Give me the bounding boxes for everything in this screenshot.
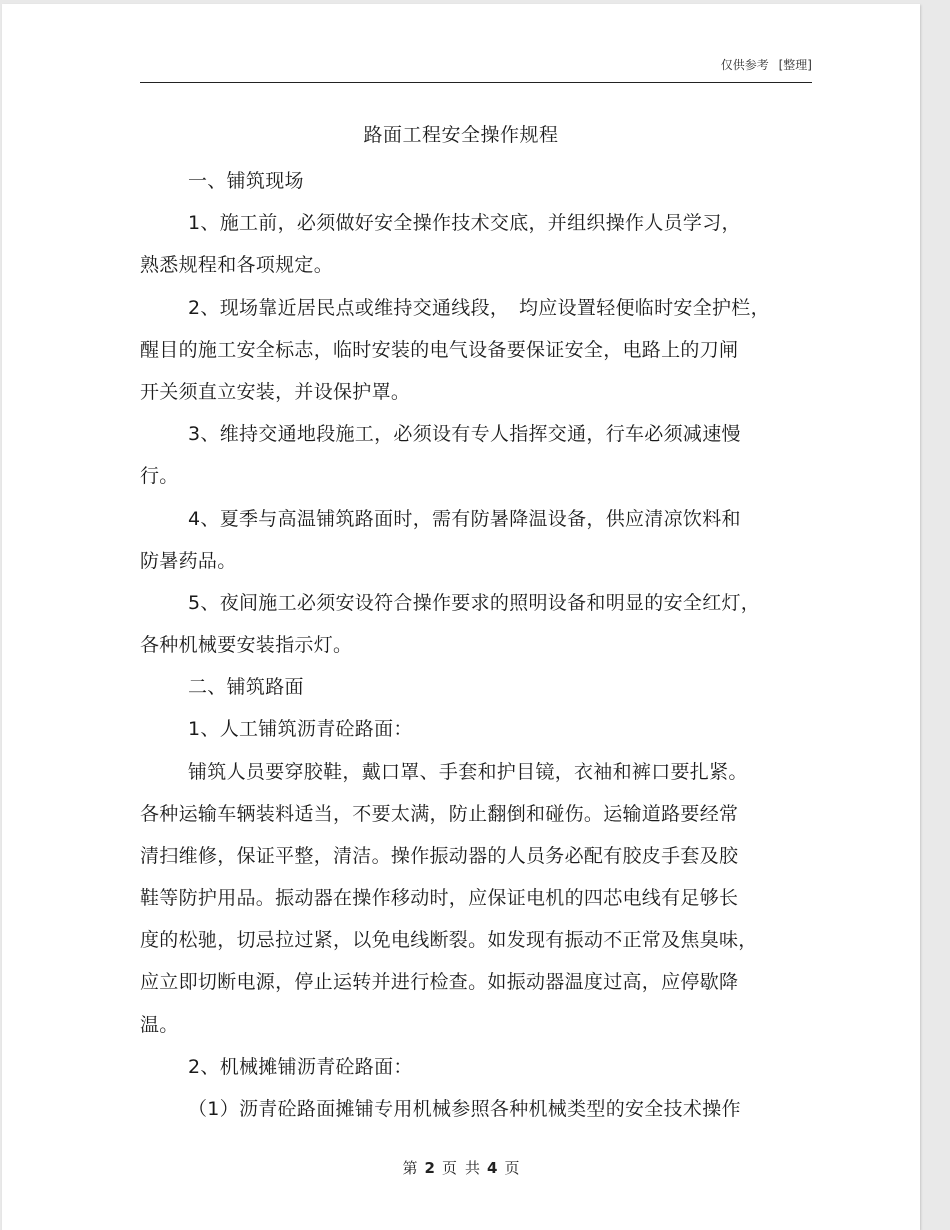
footer-page-number: 2 xyxy=(424,1159,435,1177)
paragraph-line: 行。 xyxy=(140,465,179,487)
paragraph-line: （1）沥青砼路面摊铺专用机械参照各种机械类型的安全技术操作 xyxy=(188,1098,741,1120)
header-tag: [整理] xyxy=(778,58,812,72)
paragraph-line: 4、夏季与高温铺筑路面时，需有防暑降温设备，供应清凉饮料和 xyxy=(188,508,741,530)
footer-total-prefix: 共 xyxy=(465,1159,481,1177)
paragraph-line: 开关须直立安装，并设保护罩。 xyxy=(140,381,411,403)
paragraph-line: 3、维持交通地段施工，必须设有专人指挥交通，行车必须减速慢 xyxy=(188,423,741,445)
paragraph-line: 防暑药品。 xyxy=(140,550,237,572)
footer-total-pages: 4 xyxy=(487,1159,498,1177)
paragraph-line: 1、人工铺筑沥青砼路面： xyxy=(188,718,413,740)
section-heading: 一、铺筑现场 xyxy=(188,170,304,192)
section-heading: 二、铺筑路面 xyxy=(188,676,304,698)
paragraph-line: 1、施工前，必须做好安全操作技术交底，并组织操作人员学习， xyxy=(188,212,741,234)
document-page xyxy=(2,4,920,1230)
document-title: 路面工程安全操作规程 xyxy=(363,124,559,146)
paragraph-line: 温。 xyxy=(140,1014,179,1036)
paragraph-line: 熟悉规程和各项规定。 xyxy=(140,254,334,276)
paragraph-line: 铺筑人员要穿胶鞋，戴口罩、手套和护目镜，衣袖和裤口要扎紧。 xyxy=(188,761,748,783)
footer-total-unit: 页 xyxy=(504,1159,520,1177)
paragraph-line: 2、机械摊铺沥青砼路面： xyxy=(188,1056,413,1078)
page-footer xyxy=(2,1157,920,1178)
paragraph-line: 应立即切断电源，停止运转并进行检查。如振动器温度过高，应停歇降 xyxy=(140,971,739,993)
paragraph-line: 度的松驰，切忌拉过紧，以免电线断裂。如发现有振动不正常及焦臭味， xyxy=(140,929,758,951)
paragraph-line: 2、现场靠近居民点或维持交通线段， 均应设置轻便临时安全护栏， xyxy=(188,297,770,319)
paragraph-line: 各种运输车辆装料适当，不要太满，防止翻倒和碰伤。运输道路要经常 xyxy=(140,803,739,825)
footer-prefix: 第 xyxy=(402,1159,418,1177)
footer-page-unit: 页 xyxy=(441,1159,457,1177)
paragraph-line: 各种机械要安装指示灯。 xyxy=(140,634,353,656)
paragraph-line: 5、夜间施工必须安设符合操作要求的照明设备和明显的安全红灯， xyxy=(188,592,761,614)
header-note: 仅供参考 xyxy=(720,58,769,72)
paragraph-line: 醒目的施工安全标志，临时安装的电气设备要保证安全，电路上的刀闸 xyxy=(140,339,739,361)
page-header xyxy=(140,56,812,83)
paragraph-line: 鞋等防护用品。振动器在操作移动时，应保证电机的四芯电线有足够长 xyxy=(140,887,739,909)
paragraph-line: 清扫维修，保证平整，清洁。操作振动器的人员务必配有胶皮手套及胶 xyxy=(140,845,739,867)
